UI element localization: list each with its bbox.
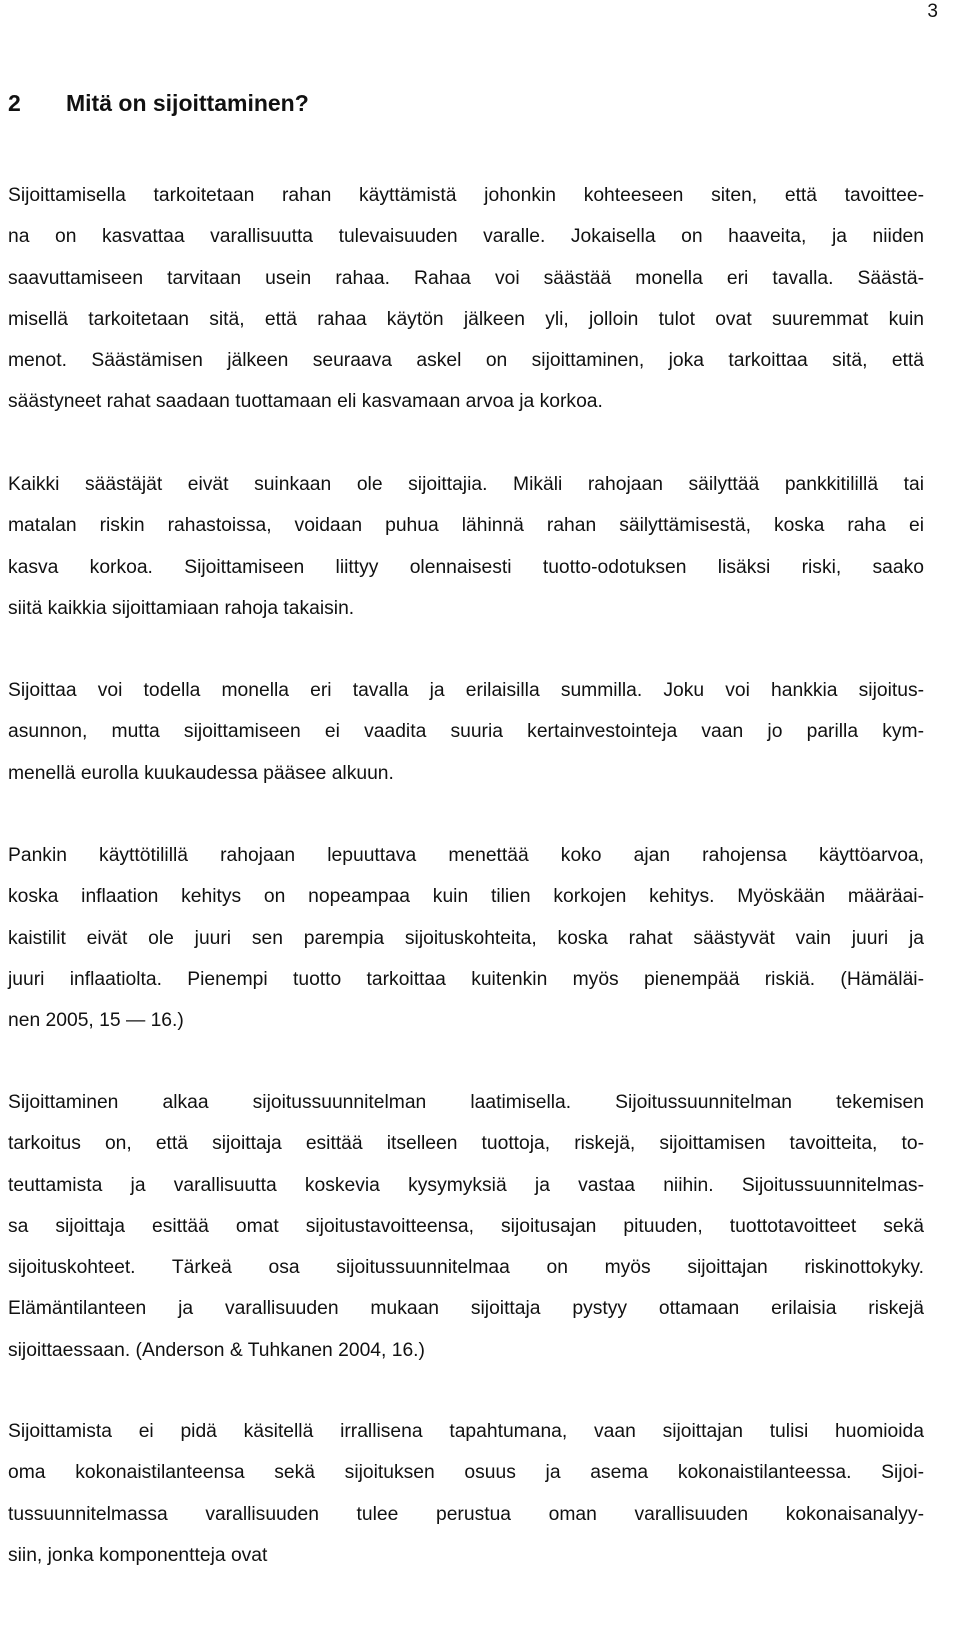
text-line: sijoittaessaan. (Anderson & Tuhkanen 2004, 16.)	[8, 1339, 425, 1361]
text-line: tussuunnitelmassa varallisuuden tulee perustua oman varallisuuden kokonaisanalyy-	[8, 1503, 924, 1525]
text-line: oma kokonaistilanteensa sekä sijoituksen osuus ja asema kokonaistilanteessa. Sijoi-	[8, 1462, 924, 1484]
text-line: Elämäntilanteen ja varallisuuden mukaan sijoittaja pystyy ottamaan erilaisia riskejä	[8, 1298, 924, 1320]
text-line: nen 2005, 15 — 16.)	[8, 1010, 184, 1032]
text-line: Sijoittamista ei pidä käsitellä irrallisena tapahtumana, vaan sijoittajan tulisi huomioida	[8, 1421, 924, 1442]
text-line: kaistilit eivät ole juuri sen parempia sijoituskohteita, koska rahat säästyvät vain juuri ja	[8, 927, 924, 949]
text-line: menot. Säästämisen jälkeen seuraava askel on sijoittaminen, joka tarkoittaa sitä, että	[8, 350, 924, 372]
text-line: tarkoitus on, että sijoittaja esittää itselleen tuottoja, riskejä, sijoittamisen tavoitteita, to-	[8, 1133, 924, 1155]
text-line: asunnon, mutta sijoittamiseen ei vaadita suuria kertainvestointeja vaan jo parilla kym-	[8, 721, 924, 743]
section-heading	[8, 88, 309, 118]
text-line: Sijoittaminen alkaa sijoitussuunnitelman laatimisella. Sijoitussuunnitelman tekemisen	[8, 1092, 924, 1113]
text-line: misellä tarkoitetaan sitä, että rahaa käytön jälkeen yli, jolloin tulot ovat suuremmat kuin	[8, 308, 924, 330]
paragraph-1	[8, 175, 924, 423]
text-line: Kaikki säästäjät eivät suinkaan ole sijoittajia. Mikäli rahojaan säilyttää pankkitilillä tai	[8, 474, 924, 495]
text-line: teuttamista ja varallisuutta koskevia kysymyksiä ja vastaa niihin. Sijoitussuunnitelmas-	[8, 1174, 924, 1196]
text-line: Sijoittaa voi todella monella eri tavalla ja erilaisilla summilla. Joku voi hankkia sijoitus-	[8, 680, 924, 701]
text-line: na on kasvattaa varallisuutta tulevaisuuden varalle. Jokaisella on haaveita, ja niiden	[8, 226, 924, 248]
text-line: sa sijoittaja esittää omat sijoitustavoitteensa, sijoitusajan pituuden, tuottotavoitteet sekä	[8, 1215, 924, 1237]
section-title: Mitä on sijoittaminen?	[66, 90, 309, 116]
text-line: matalan riskin rahastoissa, voidaan puhua lähinnä rahan säilyttämisestä, koska raha ei	[8, 515, 924, 537]
text-line: menellä eurolla kuukaudessa pääsee alkuun.	[8, 762, 394, 784]
text-line: juuri inflaatiolta. Pienempi tuotto tarkoittaa kuitenkin myös pienempää riskiä. (Hämäläi-	[8, 968, 924, 990]
text-line: koska inflaation kehitys on nopeampaa kuin tilien korkojen kehitys. Myöskään määräai-	[8, 886, 924, 908]
text-line: siitä kaikkia sijoittamiaan rahoja takaisin.	[8, 597, 355, 619]
text-line: kasva korkoa. Sijoittamiseen liittyy olennaisesti tuotto-odotuksen lisäksi riski, saako	[8, 556, 924, 578]
text-line: Sijoittamisella tarkoitetaan rahan käyttämistä johonkin kohteeseen siten, että tavoittee-	[8, 185, 924, 206]
page-number: 3	[927, 1, 938, 22]
paragraph-5	[8, 1082, 924, 1371]
text-line: saavuttamiseen tarvitaan usein rahaa. Rahaa voi säästää monella eri tavalla. Säästä-	[8, 267, 924, 289]
text-line: sijoituskohteet. Tärkeä osa sijoitussuunnitelmaa on myös sijoittajan riskinottokyky.	[8, 1257, 924, 1279]
text-line: säästyneet rahat saadaan tuottamaan eli kasvamaan arvoa ja korkoa.	[8, 391, 603, 413]
paragraph-2	[8, 464, 924, 629]
section-number: 2	[8, 90, 21, 116]
paragraph-6	[8, 1411, 924, 1576]
paragraph-3	[8, 670, 924, 794]
text-line: siin, jonka komponentteja ovat	[8, 1544, 268, 1566]
text-line: Pankin käyttötilillä rahojaan lepuuttava menettää koko ajan rahojensa käyttöarvoa,	[8, 845, 924, 866]
paragraph-4	[8, 835, 924, 1041]
